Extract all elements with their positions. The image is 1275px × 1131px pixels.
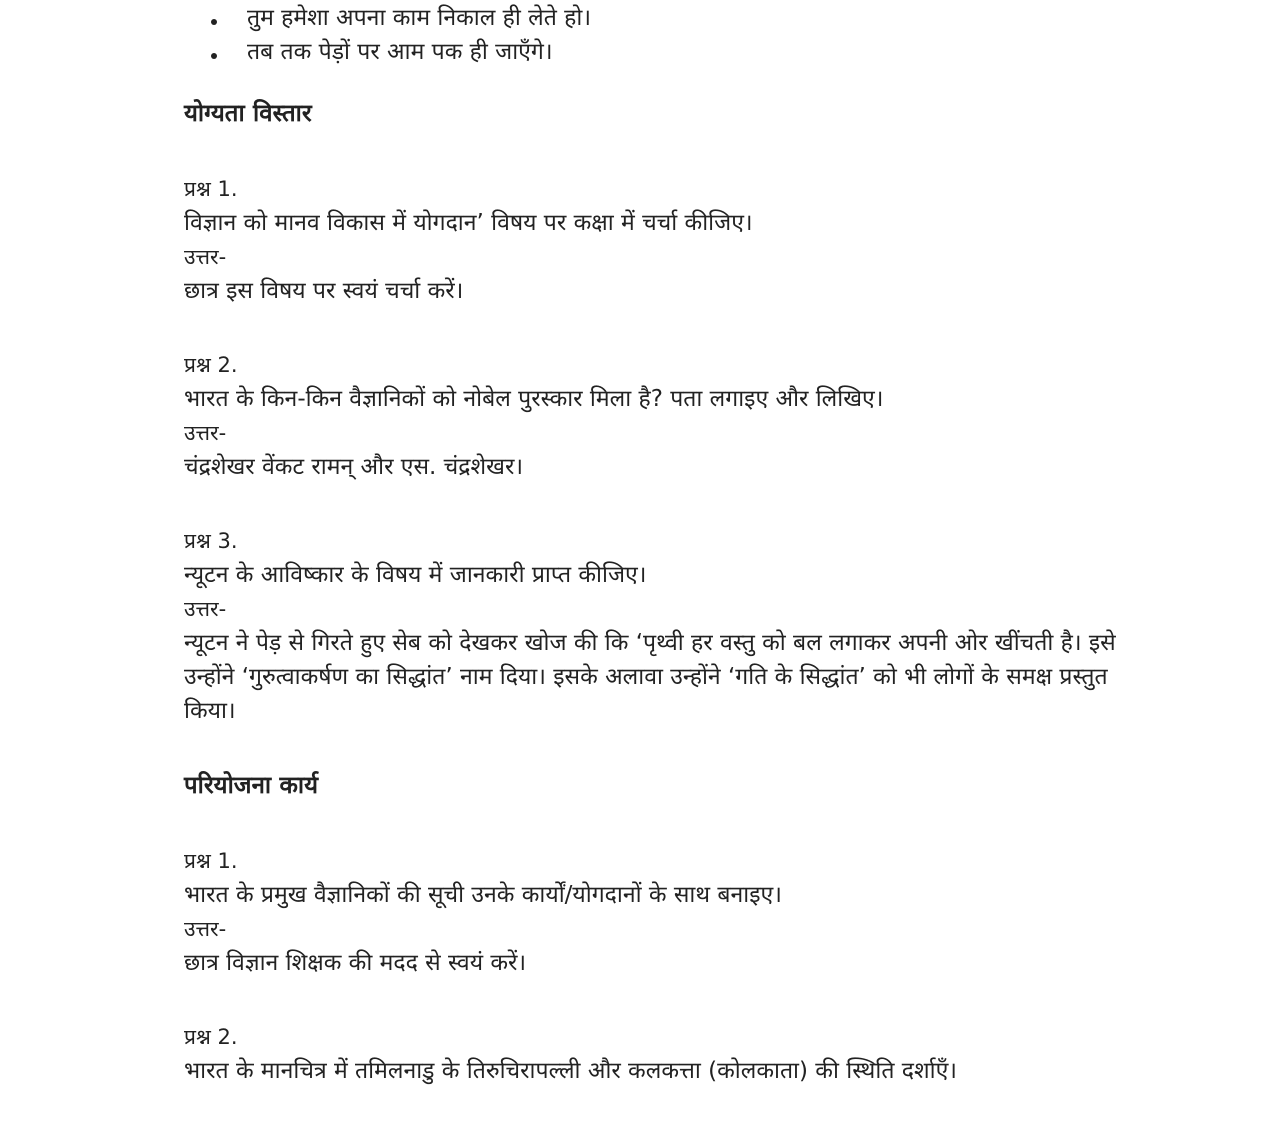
qa-block <box>184 1020 1144 1088</box>
question-label: प्रश्न 1. <box>184 849 238 873</box>
answer-text: चंद्रशेखर वेंकट रामन् और एस. चंद्रशेखर। <box>184 454 524 480</box>
question-text: भारत के मानचित्र में तमिलनाडु के तिरुचिरापल्ली और कलकत्ता (कोलकाता) की स्थिति दर्शाएँ। <box>184 1058 958 1084</box>
question-label: प्रश्न 2. <box>184 1025 238 1049</box>
question-label: प्रश्न 1. <box>184 177 238 201</box>
answer-label: उत्तर- <box>184 421 227 445</box>
document-body <box>184 0 1144 1088</box>
answer-label: उत्तर- <box>184 245 227 269</box>
question-label: प्रश्न 2. <box>184 353 238 377</box>
bullet-item: तुम हमेशा अपना काम निकाल ही लेते हो। <box>184 1 1144 35</box>
answer-text: न्यूटन ने पेड़ से गिरते हुए सेब को देखकर खोज की कि ‘पृथ्वी हर वस्तु को बल लगाकर अपनी ओर खींचती है। इसे उन्होंने ‘गुरुत्वाकर्षण का सिद्धांत’ नाम दिया। इसके अलावा उन्होंने ‘गति के सिद्धांत’ को भी लोगों के समक्ष प्रस्तुत किया। <box>184 630 1116 724</box>
question-text: भारत के किन-किन वैज्ञानिकों को नोबेल पुरस्कार मिला है? पता लगाइए और लिखिए। <box>184 386 884 412</box>
answer-label: उत्तर- <box>184 597 227 621</box>
qa-block <box>184 524 1144 728</box>
qa-block <box>184 172 1144 308</box>
section-heading-yogyata-vistar: योग्यता विस्तार <box>184 99 312 127</box>
section-heading-pariyojana-karya: परियोजना कार्य <box>184 771 319 799</box>
question-label: प्रश्न 3. <box>184 529 238 553</box>
qa-block <box>184 348 1144 484</box>
bullet-list <box>184 1 1144 69</box>
answer-text: छात्र विज्ञान शिक्षक की मदद से स्वयं करें। <box>184 950 527 976</box>
answer-text: छात्र इस विषय पर स्वयं चर्चा करें। <box>184 278 464 304</box>
question-text: विज्ञान को मानव विकास में योगदान’ विषय पर कक्षा में चर्चा कीजिए। <box>184 210 753 236</box>
answer-label: उत्तर- <box>184 917 227 941</box>
qa-block <box>184 844 1144 980</box>
question-text: न्यूटन के आविष्कार के विषय में जानकारी प्राप्त कीजिए। <box>184 562 647 588</box>
question-text: भारत के प्रमुख वैज्ञानिकों की सूची उनके कार्यों/योगदानों के साथ बनाइए। <box>184 882 782 908</box>
bullet-item: तब तक पेड़ों पर आम पक ही जाएँगे। <box>184 35 1144 69</box>
